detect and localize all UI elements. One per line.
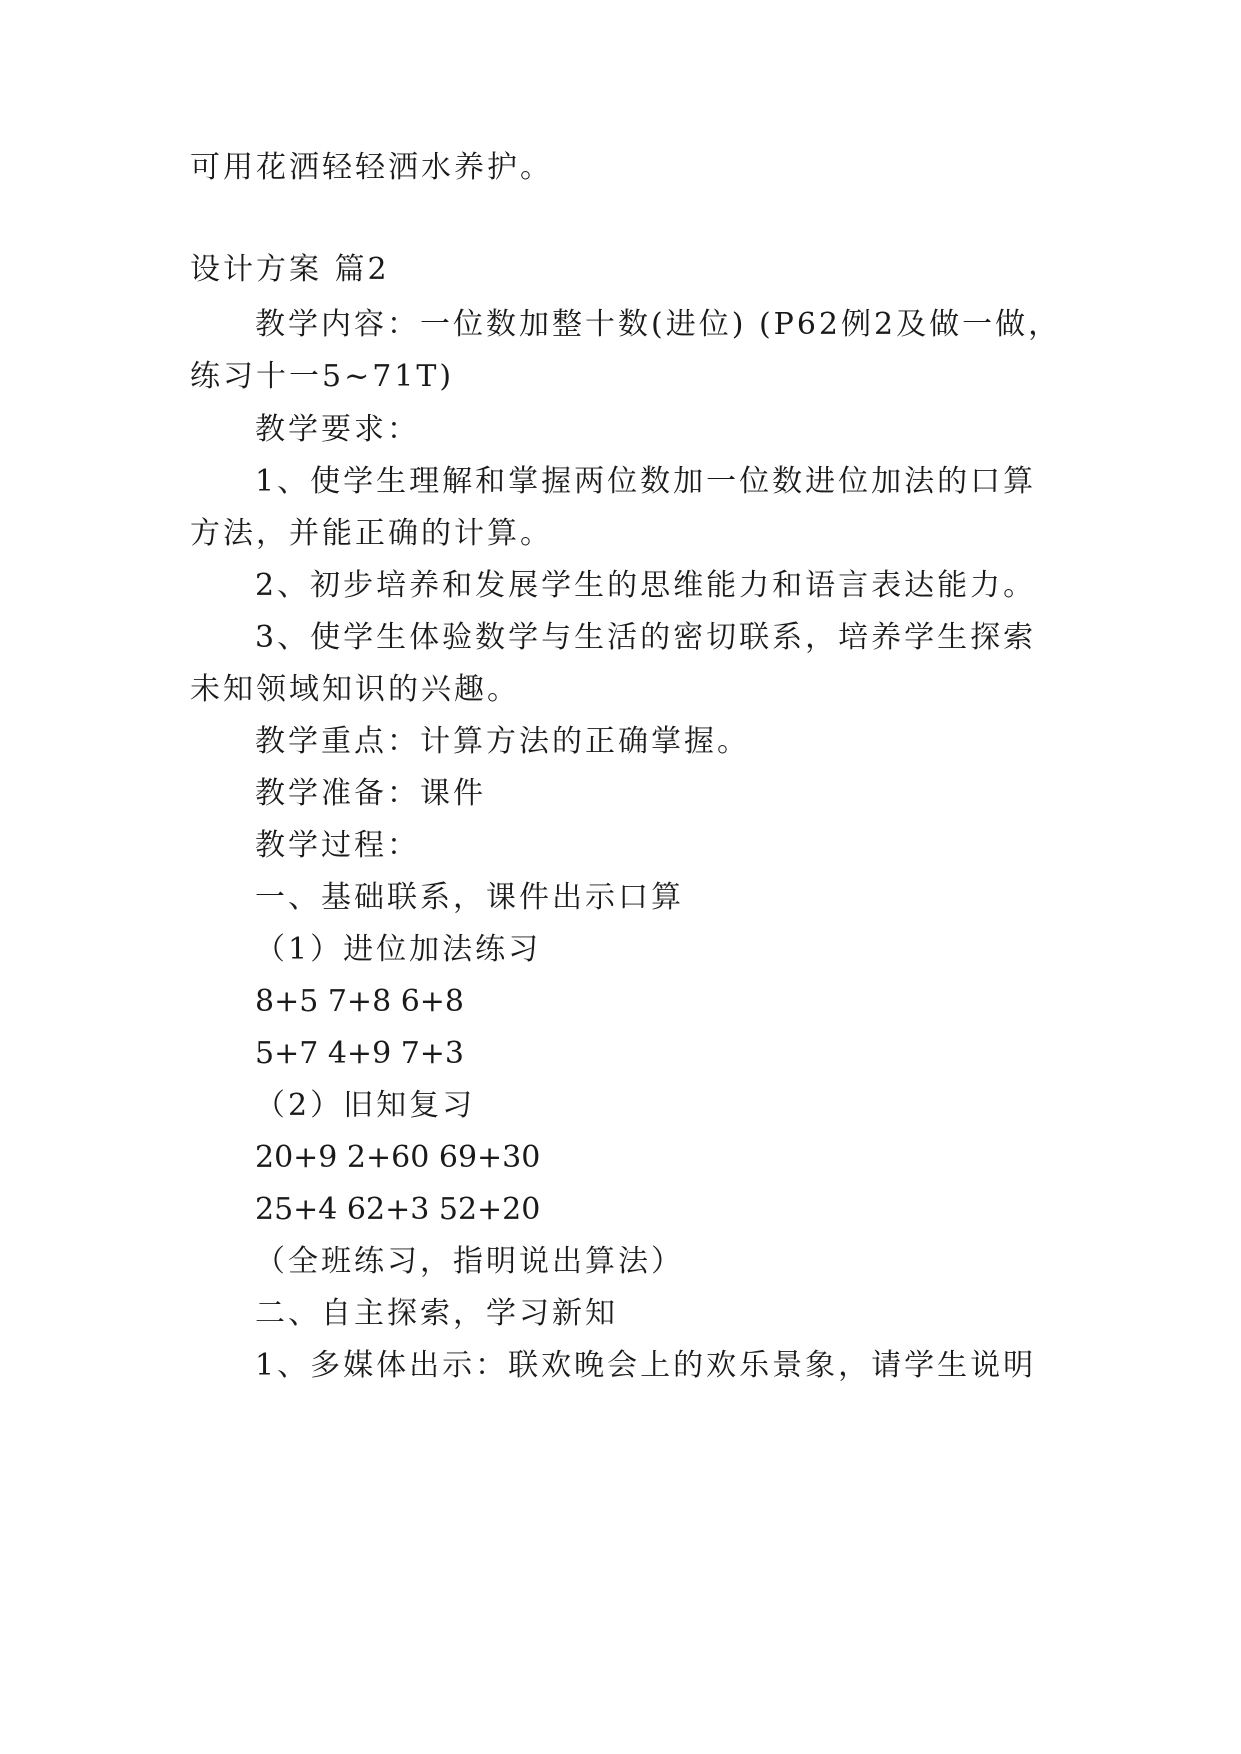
requirement-1-continued: 方法，并能正确的计算。 xyxy=(190,516,553,551)
requirement-3: 3、使学生体验数学与生活的密切联系，培养学生探索 xyxy=(255,620,1037,655)
exercise-2-row-1: 20+9 2+60 69+30 xyxy=(255,1140,541,1175)
teaching-focus: 教学重点：计算方法的正确掌握。 xyxy=(255,724,750,759)
requirement-2: 2、初步培养和发展学生的思维能力和语言表达能力。 xyxy=(255,568,1037,603)
exercise-1-heading: （1）进位加法练习 xyxy=(255,932,542,967)
exercise-note: （全班练习，指明说出算法） xyxy=(255,1244,684,1279)
requirement-1: 1、使学生理解和掌握两位数加一位数进位加法的口算 xyxy=(255,464,1037,499)
exercise-1-row-2: 5+7 4+9 7+3 xyxy=(255,1036,465,1071)
section-heading: 设计方案 篇2 xyxy=(190,252,390,287)
teaching-process-label: 教学过程： xyxy=(255,828,420,863)
exercise-1-row-1: 8+5 7+8 6+8 xyxy=(255,984,465,1019)
step-1-heading: 一、基础联系，课件出示口算 xyxy=(255,880,684,915)
teaching-content: 教学内容：一位数加整十数(进位) (P62例2及做一做， xyxy=(255,307,1062,342)
paragraph-continuation: 可用花洒轻轻洒水养护。 xyxy=(190,150,553,185)
requirement-3-continued: 未知领域知识的兴趣。 xyxy=(190,672,520,707)
teaching-preparation: 教学准备：课件 xyxy=(255,776,486,811)
step-2-item-1: 1、多媒体出示：联欢晚会上的欢乐景象，请学生说明 xyxy=(255,1348,1037,1383)
step-2-heading: 二、自主探索，学习新知 xyxy=(255,1296,618,1331)
exercise-2-row-2: 25+4 62+3 52+20 xyxy=(255,1192,541,1227)
teaching-content-continued: 练习十一5~71T) xyxy=(190,359,455,394)
teaching-requirements-label: 教学要求： xyxy=(255,412,420,447)
exercise-2-heading: （2）旧知复习 xyxy=(255,1088,476,1123)
